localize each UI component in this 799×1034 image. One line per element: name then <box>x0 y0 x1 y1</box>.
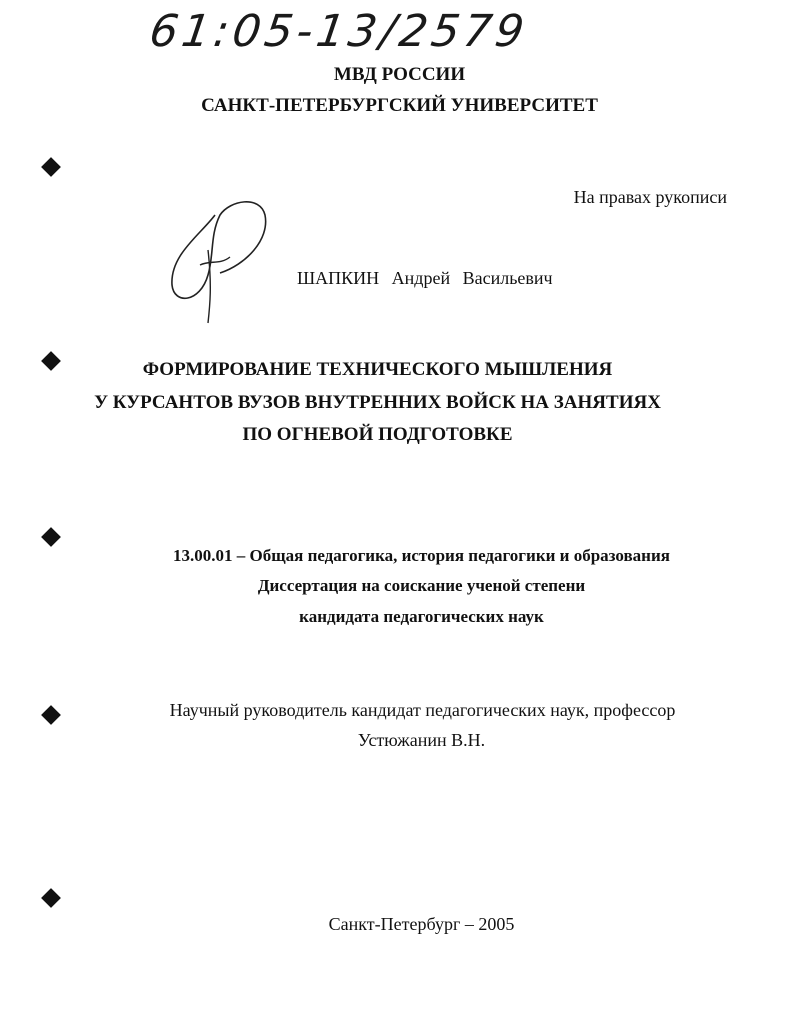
degree-line: Диссертация на соискание ученой степени <box>257 576 586 595</box>
rights-note: На правах рукописи <box>573 187 727 207</box>
title-line-2: У КУРСАНТОВ ВУЗОВ ВНУТРЕННИХ ВОЙСК НА ЗАНЯТИЯХ <box>94 392 661 413</box>
handwritten-registration-number: 61:05-13/2579 <box>146 6 532 57</box>
degree-field: кандидата педагогических наук <box>299 607 544 626</box>
title-line-1: ФОРМИРОВАНИЕ ТЕХНИЧЕСКОГО МЫШЛЕНИЯ <box>142 359 613 380</box>
author-name <box>297 268 561 289</box>
punch-mark <box>41 888 61 908</box>
supervisor-title: Научный руководитель кандидат педагогических наук, профессор <box>169 700 676 720</box>
supervisor-name: Устюжанин В.Н. <box>357 730 486 750</box>
university-heading: САНКТ-ПЕТЕРБУРГСКИЙ УНИВЕРСИТЕТ <box>201 95 598 116</box>
specialty-code: 13.00.01 – Общая педагогика, история педагогики и образования <box>173 546 670 565</box>
author-first-name: Андрей <box>391 268 451 288</box>
signature-icon <box>160 195 280 325</box>
author-surname: ШАПКИН <box>297 268 380 288</box>
city-year: Санкт-Петербург – 2005 <box>328 914 515 934</box>
punch-mark <box>41 157 61 177</box>
ministry-heading: МВД РОССИИ <box>333 64 466 85</box>
punch-mark <box>41 527 61 547</box>
author-patronymic: Васильевич <box>462 268 553 288</box>
title-line-3: ПО ОГНЕВОЙ ПОДГОТОВКЕ <box>242 424 513 445</box>
